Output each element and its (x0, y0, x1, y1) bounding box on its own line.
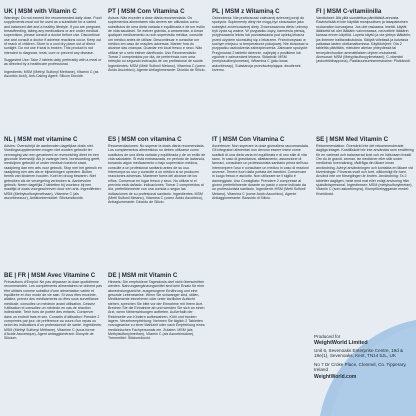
producer-block (314, 334, 412, 385)
panel-pl-title: PL | MSM z Witaminą C (212, 8, 280, 15)
panel-it-title: IT | MSM Con Vitamina C (212, 136, 285, 143)
panel-fi-title: FI | MSM C-vitamiinilla (316, 8, 382, 15)
panel-es (108, 136, 206, 260)
panel-be (4, 272, 102, 410)
producer-intro: Produced for (314, 334, 341, 339)
panel-uk-usage: Suggested Use: Take 2 tablets daily preferably with a meal or as directed by a healthcare professional. (4, 58, 102, 67)
panel-es-text: Recomendaciones: No superar la dosis diaria recomendada. Los complementos alimenticios no deben utilizarse como sustitutos de una dieta variada y equilibrada y de un estilo de vida saludable. Si está embarazada, en periodo de lactancia, tomando algún medicamento o bajo supervisión médica, consulte a un profesional sanitario antes de su uso. Interrumpa su uso y consulte a un médico si se producen reacciones adversas. Mantener fuera del alcance de los niños. Conservar en lugar fresco y seco. No utilizar si el precinto está dañado. Indicaciones: Tomar 2 comprimidos al día, preferiblemente con una comida o según las indicaciones de su profesional sanitario. Ingredientes: MSM (Metil Sulfonil Metano), Vitamina C (como Ácido Ascórbico), Antiaglomerante: Dióxido de Silicio. (108, 144, 206, 205)
panel-se-text: Rekommendation: Överskrid inte det rekommenderade dagliga intaget. Kosttillskott bör inte användas som ersättning för en varierad och balanserad kost och en hälsosam livsstil. Om du är gravid, ammar, tar mediciner eller står under medicinsk övervakning, rådfråga din läkare innan användning. Avbryt användningen och kontakta en läkare vid biverkningar. Förvaras svalt och torrt, oåtkomligt för barn. Använd inte om förseglingen är bruten. Användning: Ta 2 tabletter dagligen, helst med mat eller enligt anvisning från sjukvårdspersonal. Ingredienser: MSM (metylsulfonylmetan), Vitamin C (som askorbinsyra), Klumpförebyggande medel: Kiseldioxid. (316, 144, 414, 196)
panel-uk-title: UK | MSM with Vitamin C (4, 8, 77, 15)
panel-pt-text: Avisos: Não exceder a dose diária recomendada. Os suplementos alimentares não devem ser utilizados como substitutos de uma dieta variada e equilibrada e de um estilo de vida saudável. Se estiver grávida, a amamentar, a tomar qualquer medicamento ou sob supervisão médica, consulte um médico antes de utilizar. Descontinuar e consultar um médico em caso de reações adversas. Manter fora do alcance das crianças. Guardar em local fresco e seco. Não utilizar se o selo estiver danificado. Uso Recomendado: Tomar 2 comprimidos por dia, de preferência com uma refeição ou segundo indicação de um profissional de saúde. Ingredientes: MSM (Metil Sulfonil Metano), Vitamina C (como Ácido Ascórbico), Agente Antiaglomerante: Dióxido de Silício. (108, 16, 206, 73)
panel-uk-warnings: Warnings: Do not exceed the recommended daily dose. Food supplements must not be used as a substitute for a varied and balanced diet and a healthy lifestyle. If you are pregnant, breastfeeding, taking any medications or are under medical supervision, please consult a doctor before use. Discontinue use and consult a doctor if adverse reactions occur. Keep out of reach of children. Store in a cool dry place out of direct sunlight. Do not use if seal is broken. This product is not intended to diagnose, treat, cure or prevent any disease. (4, 16, 102, 55)
panel-nl-text: Advies: Overschrijd de aanbevolen dagelijkse dosis niet. Voedingssupplementen mogen niet worden gebruikt ter vervanging van een gevarieerd en evenwichtig dieet en een gezonde levensstijl. Als je zwanger bent, borstvoeding geeft, medicijnen gebruikt of onder medisch toezicht staat, raadpleeg dan een arts voor gebruik. Stop met het gebruik en raadpleeg een arts als er bijwerkingen optreden. Buiten bereik van kinderen houden. Koel en droog bewaren. Niet gebruiken als de verzegeling verbroken is. Aanbevolen gebruik: Neem dagelijks 2 tabletten bij voorkeur bij een maaltijd of zoals voorgeschreven door een arts. Ingrediënten: MSM (Methylsulfonylmethaan), Vitamine C (als ascorbinezuur), Antiklontermiddel: Siliciumdioxide. (4, 144, 102, 201)
panel-fi (316, 8, 414, 124)
panel-it (212, 136, 310, 260)
panel-pt (108, 8, 206, 124)
panel-uk-ingredients: Ingredients: MSM (Methyl Sulfonyl Methane), Vitamin C (as Ascorbic Acid), Anti-Caking Agent: Silicon Dioxide. (4, 69, 99, 79)
panel-de (108, 272, 206, 410)
panel-fi-text: Varoitukset: Älä ylitä suositeltua päivittäistä annosta. Ravintolisää ei tule käyttää monipuolisen ja tasapainoisen ruokavalion korvaajana. Jos olet raskaana, imetät, käytät lääkkeitä tai olet lääkärin valvonnassa, neuvottele lääkärin kanssa ennen käyttöä. Lopeta käyttö ja ota yhteys lääkäriin, jos ilmenee haittavaikutuksia. Säilytä viileässä ja kuivassa paikassa lasten ulottumattomissa. Käyttöohjeet: Ota 2 tablettia päivittäin, mieluiten aterian yhteydessä tai terveydenhuollon ammattilaisen ohjeen mukaisesti. Ainesosat: MSM (Metyylisulfonyylimetaani), C-vitamiini (askorbiinihappona), Paakkuuntumisenestoaine: Piidioksidi. (316, 16, 412, 64)
producer-company: WeightWorld Limited (314, 339, 368, 346)
panel-pl (212, 8, 310, 124)
producer-ie-address: No 7 Dr Croke Place, Clonmel, Co. Tipperary, Ireland (314, 361, 407, 372)
producer-uk-address: Unit 6, Sevenoaks Enterprise Centre, 19d & 19e(1), Sevenoaks, Kent, TN14 5JL, UK (314, 347, 404, 358)
panel-se (316, 136, 414, 260)
panel-uk (4, 8, 102, 124)
panel-be-text: Précautions d'Emploi: Ne pas dépasser la dose quotidienne recommandée. Les compléments alimentaires ne doivent pas être utilisés comme substitut d'une alimentation variée et équilibrée et d'un mode de vie sain. Si vous êtes enceinte, allaitez, prenez des médicaments ou êtes sous surveillance médicale, consultez un médecin avant utilisation. Cessez l'utilisation et consultez un médecin en cas de réaction indésirable. Tenir hors de portée des enfants. Conserver dans un endroit frais et sec. Conseils d'utilisation: Prendre 2 comprimés par jour, de préférence au cours d'un repas ou selon les indications d'un professionnel de santé. Ingrédients: MSM (Méthyl Sulfonyl Méthane), Vitamine C (sous forme d'Acide Ascorbique), Agent antiagglomérant: Dioxyde de Silicium. (4, 280, 102, 341)
panel-de-text: Hinweis: Die empfohlene Tagesdosis darf nicht überschritten werden. Nahrungsergänzungsmittel sind kein Ersatz für eine abwechslungsreiche, ausgewogene Ernährung und eine gesunde Lebensweise. Wenn Sie schwanger sind, stillen, Medikamente einnehmen oder unter ärztlicher Aufsicht stehen, sprechen Sie bitte vor der Einnahme mit Ihrem Arzt. Brechen Sie die Einnahme ab und wenden Sie sich an einen Arzt, wenn Nebenwirkungen auftreten. Außerhalb der Reichweite von Kindern aufbewahren. Kühl und trocken lagern. Verzehrempfehlung: Nehmen Sie täglich 2 Tabletten vorzugsweise zu einer Mahlzeit oder nach Empfehlung eines medizinischen Fachpersonals ein. Zutaten: MSM (als Methylsulfonylmethan), Vitamin C (als Ascorbinsäure), Trennmittel: Siliciumdioxid. (108, 280, 205, 341)
panel-pt-title: PT | MSM Com Vitamina C (108, 8, 185, 15)
producer-website: WeightWorld.com (314, 373, 357, 380)
panel-nl-title: NL | MSM met vitamine C (4, 136, 78, 143)
panel-be-title: BE | FR | MSM Avec Vitamine C (4, 272, 96, 279)
panel-nl (4, 136, 102, 260)
panel-de-title: DE | MSM mit Vitamin C (108, 272, 178, 279)
panel-es-title: ES | MSM con vitamina C (108, 136, 182, 143)
panel-it-text: Avvertenze: Non superare la dose giornaliera raccomandata. Gli integratori alimentari non devono essere intesi come sostituti di una dieta varia ed equilibrata e di uno stile di vita sano. In caso di gravidanza, allattamento, assunzione di farmaci, consultare un professionista sanitario prima dell'uso. Interrompere l'uso e consultare un medico in caso di reazioni avverse. Tenere fuori dalla portata dei bambini. Conservare in luogo fresco e asciutto. Non utilizzare se il sigillo è danneggiato. Uso Consigliato: Prendere 2 compresse al giorno preferibilmente durante un pasto o come indicato da un professionista sanitario. Ingredienti: MSM (Metil Sulfonil Metano), Vitamina C (come Acido Ascorbico), Agente Antiagglomerante: Biossido di Silicio. (212, 144, 310, 201)
panel-se-title: SE | MSM Med Vitamin C (316, 136, 389, 143)
panel-pl-text: Ostrzeżenia: Nie przekraczać zalecanej dziennej porcji do spożycia. Suplementy diety nie mogą być stosowane jako substytut zróżnicowanej diety. Zrównoważona dieta i zdrowy tryb życia są ważne. W przypadku ciąży, karmienia piersią, przyjmowania leków lub pozostawania pod opieką lekarza przed użyciem skonsultuj się z lekarzem. Przechowywać w suchym miejscu, w temperaturze pokojowej. Nie stosować w przypadku uszkodzenia zabezpieczenia. Zalecane spożycie: Przyjmować 2 tabletki dziennie, najlepiej z posiłkiem lub zgodnie z zaleceniami lekarza. Składniki: MSM (metylosulfonylometan), Witamina C (jako kwas askorbinowy), Substancja przeciwzbrylająca: dwutlenek krzemu. (212, 16, 309, 73)
